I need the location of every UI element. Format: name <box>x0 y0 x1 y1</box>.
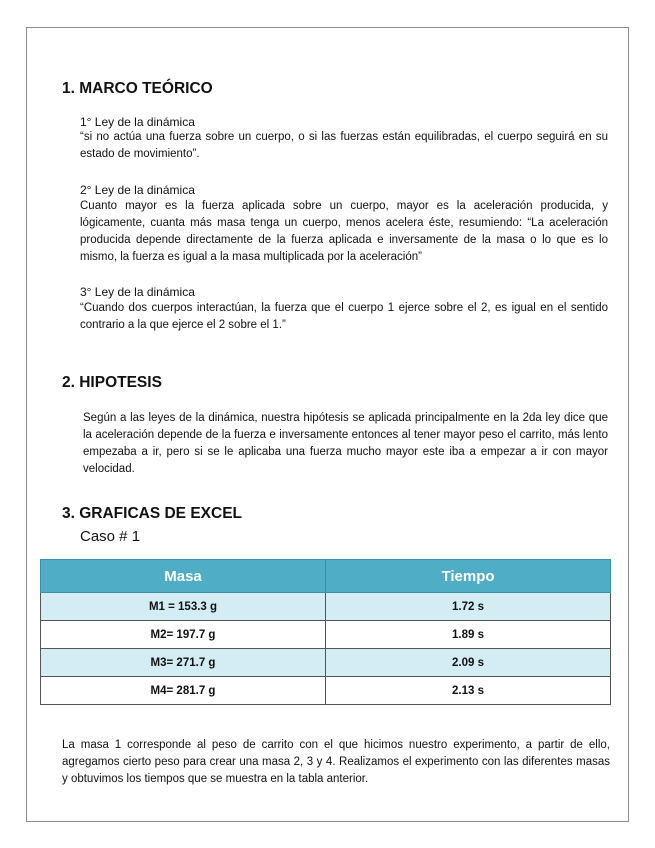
caso-label: Caso # 1 <box>80 528 141 545</box>
cell-masa: M2= 197.7 g <box>41 621 326 649</box>
section-title-graficas: 3. GRAFICAS DE EXCEL <box>62 505 242 522</box>
cell-masa: M4= 281.7 g <box>41 677 326 705</box>
conclusion-text: La masa 1 corresponde al peso de carrito con el que hicimos nuestro experimento, a partir de ello, agregamos cierto peso para crear una masa 2, 3 y 4. Realizamos el experimento con las diferentes masas y obtuvimos los tiempos que se muestra en la tabla anterior. <box>62 739 610 785</box>
table-header-row <box>41 560 611 593</box>
cell-tiempo: 1.72 s <box>326 593 611 621</box>
section-title-hipotesis: 2. HIPOTESIS <box>62 374 162 391</box>
table-row <box>41 621 611 649</box>
cell-masa: M3= 271.7 g <box>41 649 326 677</box>
header-tiempo: Tiempo <box>326 560 611 593</box>
law-3-text: “Cuando dos cuerpos interactúan, la fuerza que el cuerpo 1 ejerce sobre el 2, es igual en el sentido contrario a la que ejerce el 2 sobre el 1.” <box>80 302 608 331</box>
table-row <box>41 593 611 621</box>
law-1-text: “si no actúa una fuerza sobre un cuerpo, o si las fuerzas están equilibradas, el cuerpo seguirá en su estado de movimiento”. <box>80 131 608 160</box>
table-row <box>41 649 611 677</box>
law-2-label: 2° Ley de la dinámica <box>80 183 195 197</box>
law-2-text: Cuanto mayor es la fuerza aplicada sobre un cuerpo, mayor es la aceleración producida, y lógicamente, cuanta más masa tenga un cuerpo, menos acelera éste, resumiendo: “La aceleración producida depende directamente de la fuerza aplicada e inversamente de la masa o lo que es lo mismo, la fuerza es igual a la masa multiplicada por la aceleración” <box>80 200 608 263</box>
header-masa: Masa <box>41 560 326 593</box>
cell-tiempo: 1.89 s <box>326 621 611 649</box>
cell-tiempo: 2.13 s <box>326 677 611 705</box>
law-3-label: 3° Ley de la dinámica <box>80 285 195 299</box>
cell-tiempo: 2.09 s <box>326 649 611 677</box>
section-title-marco-teorico: 1. MARCO TEÓRICO <box>62 80 213 97</box>
hipotesis-text: Según a las leyes de la dinámica, nuestra hipótesis se aplicada principalmente en la 2da ley dice que la aceleración depende de la fuerza e inversamente entonces al tener mayor peso el carrito, más lento empezaba a ir, pero si se le aplicaba una fuerza mucho mayor este iba a empezar a ir con mayor velocidad. <box>83 412 608 475</box>
mass-time-table <box>40 559 611 705</box>
law-1-label: 1° Ley de la dinámica <box>80 115 195 129</box>
cell-masa: M1 = 153.3 g <box>41 593 326 621</box>
table-row <box>41 677 611 705</box>
